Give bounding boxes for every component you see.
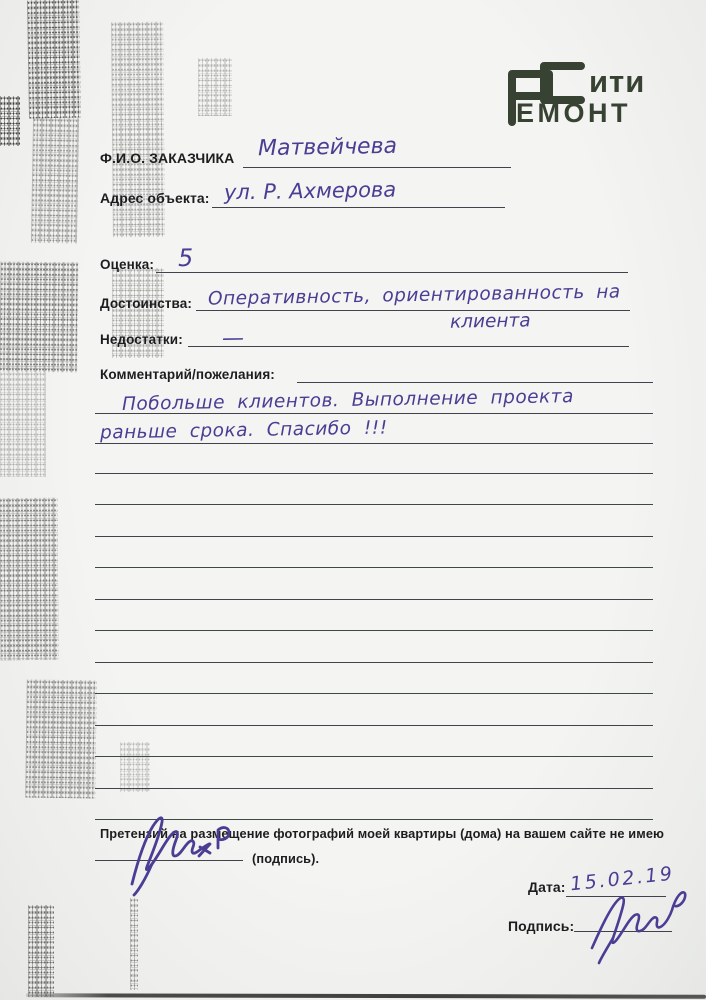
bottom-signature — [582, 886, 697, 966]
rule-line — [95, 694, 653, 726]
scanner-noise-bottom-1 — [28, 905, 54, 997]
photo-consent-text: Претензий на размещение фотографий моей квартиры (дома) на вашем сайте не имею — [100, 826, 665, 841]
comments-label: Комментарий/пожелания: — [100, 367, 275, 382]
rule-line — [95, 663, 653, 695]
scanner-noise-top-2 — [31, 118, 79, 244]
scanner-noise-low-1 — [25, 680, 97, 799]
scanner-noise-mid-3 — [0, 372, 46, 477]
pros-label: Достоинства: — [100, 296, 192, 311]
rule-line — [95, 474, 653, 506]
cons-handwritten: — — [221, 325, 245, 352]
comments-handwritten-line2: раньше срока. Спасибо !!! — [99, 417, 388, 444]
scan-bottom-edge — [26, 993, 706, 998]
customer-name-underline — [243, 167, 511, 168]
rule-line — [95, 442, 653, 474]
comments-line-1 — [95, 413, 653, 414]
comments-underline — [297, 382, 653, 383]
date-label: Дата: — [528, 879, 566, 895]
pros-handwritten-line1: Оперативность, ориентированность на — [207, 281, 621, 310]
logo-text-top: ити — [589, 64, 646, 99]
rule-line — [95, 568, 653, 600]
cons-underline — [188, 346, 629, 347]
rule-line — [95, 726, 653, 758]
scanner-noise-top-4 — [198, 58, 232, 116]
address-label: Адрес объекта: — [100, 190, 210, 206]
rule-line — [95, 757, 653, 789]
rule-line — [95, 631, 653, 663]
consent-signature — [102, 806, 252, 898]
comments-handwritten-line1: Побольше клиентов. Выполнение проекта — [121, 386, 575, 415]
scanner-noise-top-1 — [27, 0, 81, 118]
rating-underline — [156, 272, 628, 273]
rating-handwritten: 5 — [177, 243, 194, 273]
rule-line — [95, 600, 653, 632]
customer-name-label: Ф.И.О. ЗАКАЗЧИКА — [100, 150, 235, 166]
scanner-noise-bottom-2 — [130, 898, 138, 990]
company-logo — [498, 56, 694, 128]
scanner-noise-mid-4 — [0, 498, 59, 660]
rule-line — [95, 537, 653, 569]
scanner-noise-edge-blob — [0, 96, 20, 146]
pros-handwritten-line2: клиента — [449, 310, 531, 333]
address-handwritten: ул. Р. Ахмерова — [223, 177, 397, 205]
customer-name-handwritten: Матвейчева — [257, 133, 398, 162]
logo-text-bottom: ЕМОНТ — [516, 98, 631, 128]
signature-label: Подпись: — [508, 918, 575, 934]
rating-label: Оценка: — [100, 257, 154, 272]
address-underline — [212, 207, 505, 208]
rule-line — [95, 505, 653, 537]
cons-label: Недостатки: — [100, 332, 183, 347]
pros-underline — [196, 310, 630, 311]
signature-hint-label: (подпись). — [252, 851, 320, 866]
blank-ruled-lines — [95, 442, 653, 820]
date-handwritten: 15.02.19 — [569, 862, 676, 896]
scanner-noise-mid-1 — [0, 262, 79, 373]
